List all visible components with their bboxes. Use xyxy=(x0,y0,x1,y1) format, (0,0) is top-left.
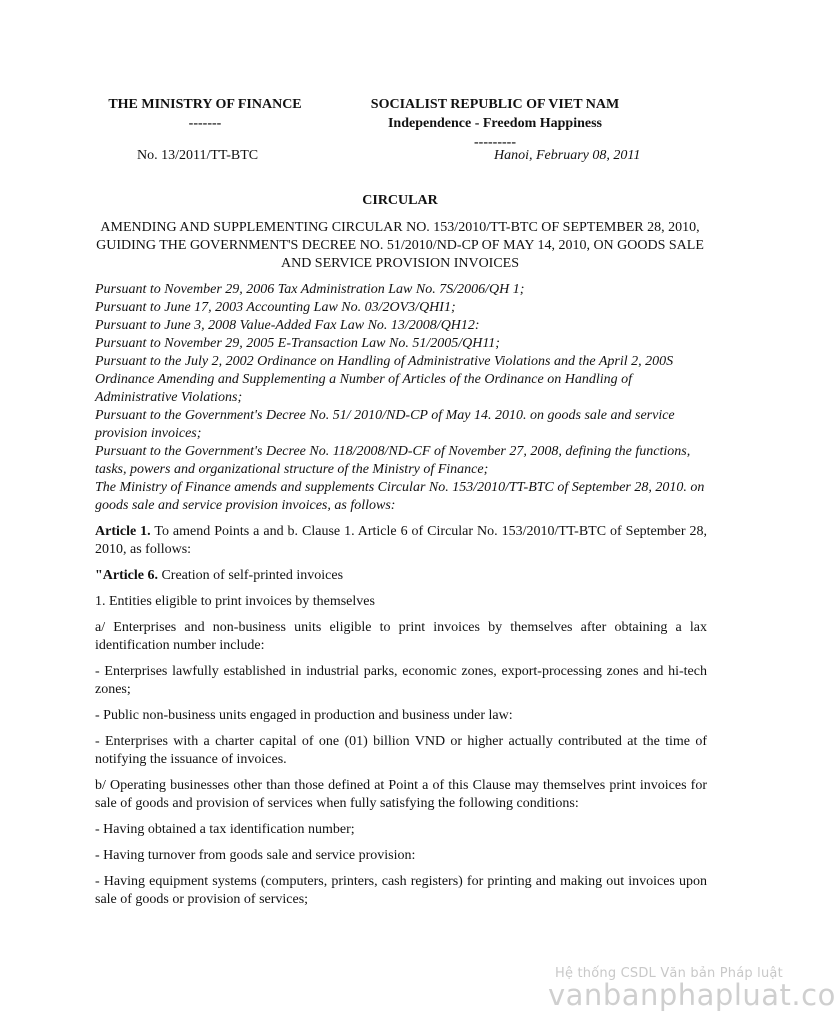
body-paragraph: - Having obtained a tax identification number; xyxy=(95,822,355,837)
issuer-name: THE MINISTRY OF FINANCE xyxy=(108,97,302,112)
article-6-text: Creation of self-printed invoices xyxy=(157,568,344,583)
national-name: SOCIALIST REPUBLIC OF VIET NAM xyxy=(370,97,620,112)
article-1 xyxy=(95,523,707,559)
national-divider: --------- xyxy=(474,135,516,150)
pursuant-line: Pursuant to November 29, 2005 E-Transaction Law No. 51/2005/QH11; xyxy=(95,336,500,351)
pursuant-line: Pursuant to the Government's Decree No. 51/ 2010/ND-CP of May 14. 2010. on goods sale and service provision invoices; xyxy=(95,408,675,441)
document-title: CIRCULAR xyxy=(362,193,438,208)
article-6-label: "Article 6. xyxy=(95,568,158,583)
article-6 xyxy=(95,567,707,585)
national-title-block xyxy=(340,95,650,152)
pursuant-line: Pursuant to the July 2, 2002 Ordinance on Handling of Administrative Violations and the April 2, 200S Ordinance Amending and Supplementing a Number of Articles of the Ordinance on Handling of Administrative Violations; xyxy=(95,354,674,405)
pursuant-line: Pursuant to the Government's Decree No. 118/2008/ND-CF of November 27, 2008, defining the functions, tasks, powers and organizational structure of the Ministry of Finance; xyxy=(95,444,691,477)
watermark-site: vanbanphapluat.co xyxy=(548,978,836,1012)
place-date: Hanoi, February 08, 2011 xyxy=(494,148,641,163)
issuer-block xyxy=(80,95,330,133)
body-paragraph: - Enterprises with a charter capital of one (01) billion VND or higher actually contributed at the time of notifying the issuance of invoices. xyxy=(95,734,707,767)
pursuant-section xyxy=(95,281,707,515)
body-paragraph: a/ Enterprises and non-business units eligible to print invoices by themselves after obtaining a lax identification number include: xyxy=(95,620,707,653)
article-1-text: To amend Points a and b. Clause 1. Article 6 of Circular No. 153/2010/TT-BTC of September 28, 2010, as follows: xyxy=(95,524,707,557)
document-body xyxy=(95,523,707,917)
issuer-divider: ------- xyxy=(188,116,222,131)
pursuant-line: Pursuant to June 3, 2008 Value-Added Fax Law No. 13/2008/QH12: xyxy=(95,318,480,333)
national-motto: Independence - Freedom Happiness xyxy=(387,116,603,131)
pursuant-line: Pursuant to June 17, 2003 Accounting Law No. 03/2OV3/QHI1; xyxy=(95,300,456,315)
pursuant-line: Pursuant to November 29, 2006 Tax Administration Law No. 7S/2006/QH 1; xyxy=(95,282,525,297)
body-paragraph: - Enterprises lawfully established in industrial parks, economic zones, export-processing zones and hi-tech zones; xyxy=(95,664,707,697)
body-paragraph: - Public non-business units engaged in production and business under law: xyxy=(95,708,513,723)
body-paragraph: 1. Entities eligible to print invoices by themselves xyxy=(95,594,375,609)
document-subtitle: AMENDING AND SUPPLEMENTING CIRCULAR NO. 153/2010/TT-BTC OF SEPTEMBER 28, 2010, GUIDING THE GOVERNMENT'S DECREE NO. 51/2010/ND-CP OF MAY 14, 2010, ON GOODS SALE AND SERVICE PROVISION INVOICES xyxy=(96,220,704,271)
watermark-caption: Hệ thống CSDL Văn bản Pháp luật xyxy=(555,966,783,981)
body-paragraph: - Having turnover from goods sale and service provision: xyxy=(95,848,416,863)
body-paragraph: b/ Operating businesses other than those defined at Point a of this Clause may themselves print invoices for sale of goods and provision of services when fully satisfying the following conditions: xyxy=(95,778,707,811)
document-number: No. 13/2011/TT-BTC xyxy=(137,148,259,163)
article-1-label: Article 1. xyxy=(95,524,151,539)
pursuant-line: The Ministry of Finance amends and supplements Circular No. 153/2010/TT-BTC of September 28, 2010. on goods sale and service provision invoices, as follows: xyxy=(95,480,705,513)
body-paragraph: - Having equipment systems (computers, printers, cash registers) for printing and making out invoices upon sale of goods or provision of services; xyxy=(95,874,707,907)
